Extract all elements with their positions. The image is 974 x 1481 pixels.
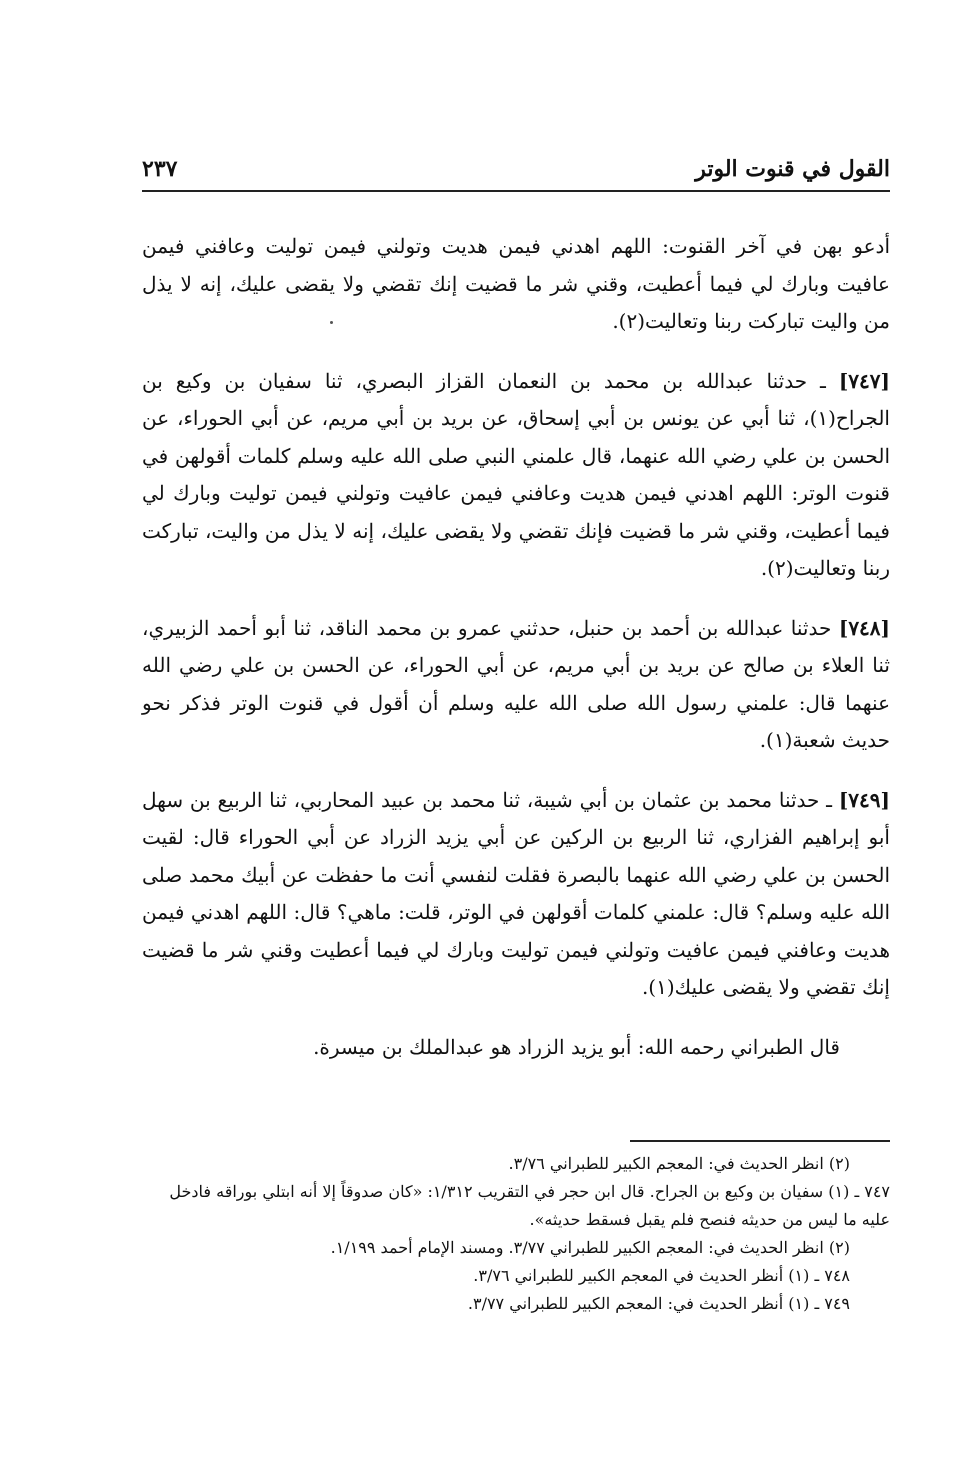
hadith-747: [142, 363, 890, 588]
running-title: القول في قنوت الوتر: [695, 156, 890, 182]
footnote-rule: [630, 1140, 890, 1142]
hadith-number: [٧٤٨]: [838, 615, 891, 640]
hadith-number: [٧٤٧]: [838, 368, 890, 393]
footnote: ٧٤٨ ـ (١) أنظر الحديث في المعجم الكبير للطبراني ٣/٧٦.: [473, 1266, 850, 1285]
hadith-text: ـ حدثنا محمد بن عثمان بن أبي شيبة، ثنا محمد بن عبيد المحاربي، ثنا الربيع بن سهل أبو إبراهيم الفزاري، ثنا الربيع بن الركين عن أبي يزيد الزراد عن أبي الحوراء قال: لقيت الحسن بن علي رضي الله عنهما بالبصرة فقلت لنفسي أنت ما حفظت عن أبيك محمد صلى الله عليه وسلم؟ قال: علمني كلمات أقولهن في الوتر، قلت: ماهي؟ قال: اللهم اهدني فيمن هديت وعافني فيمن عافيت وتولني فيمن توليت وبارك لي فيما أعطيت وقني شر ما قضيت إنك تقضي ولا يقضى عليك(١).: [142, 787, 890, 999]
header-rule: [142, 190, 890, 192]
footnote: ٧٤٧ ـ (١) سفيان بن وكيع بن الجراح. قال ابن حجر في التقريب ١/٣١٢: «كان صدوقاً إلا أنه ابتلي بوراقه فادخل عليه ما ليس من حديثه فنصح فلم يقبل فسقط حديثه».: [169, 1182, 890, 1229]
footnotes: [142, 1150, 890, 1318]
main-text: [142, 228, 890, 1088]
page-number: ٢٣٧: [142, 156, 178, 182]
hadith-text: حدثنا عبدالله بن أحمد بن حنبل، حدثني عمرو بن محمد الناقد، ثنا أبو أحمد الزبيري، ثنا العلاء بن صالح عن بريد بن أبي مريم، عن أبي الحوراء، عن الحسن بن علي رضي الله عنهما قال: علمني رسول الله صلى الله عليه وسلم أن أقول في قنوت الوتر فذكر نحو حديث شعبة(١).: [142, 615, 890, 752]
closing-note: قال الطبراني رحمه الله: أبو يزيد الزراد هو عبدالملك بن ميسرة.: [313, 1034, 840, 1059]
intro-paragraph: أدعو بهن في آخر القنوت: اللهم اهدني فيمن هديت وتولني فيمن توليت وعافني فيمن عافيت وبارك لي فيما أعطيت، وقني شر ما قضيت إنك تقضي ولا يقضى عليك، إنه لا يذل من واليت تباركت ربنا وتعاليت(٢).: [142, 234, 890, 333]
hadith-text: ـ حدثنا عبدالله بن محمد بن النعمان القزاز البصري، ثنا سفيان بن وكيع بن الجراح(١)، ثنا أبي عن يونس بن أبي إسحاق، عن بريد بن أبي مريم، عن أبي الحوراء، عن الحسن بن علي رضي الله عنهما، قال علمني النبي صلى الله عليه وسلم كلمات أقولهن في قنوت الوتر: اللهم اهدني فيمن هديت وعافني فيمن عافيت وتولني فيمن توليت وبارك لي فيما أعطيت، وقني شر ما قضيت فإنك تقضي ولا يقضى عليك، إنه لا يذل من واليت، تباركت ربنا وتعاليت(٢).: [142, 368, 890, 580]
footnote: (٢) انظر الحديث في: المعجم الكبير للطبراني ٣/٧٦.: [508, 1154, 850, 1173]
footnote: ٧٤٩ ـ (١) أنظر الحديث في: المعجم الكبير للطبراني ٣/٧٧.: [467, 1294, 850, 1313]
page-header: [142, 150, 890, 190]
footnote: (٢) انظر الحديث في: المعجم الكبير للطبراني ٣/٧٧. ومسند الإمام أحمد ١/١٩٩.: [330, 1238, 850, 1257]
hadith-number: [٧٤٩]: [838, 787, 890, 812]
hadith-749: [142, 782, 890, 1007]
hadith-748: [142, 610, 890, 760]
